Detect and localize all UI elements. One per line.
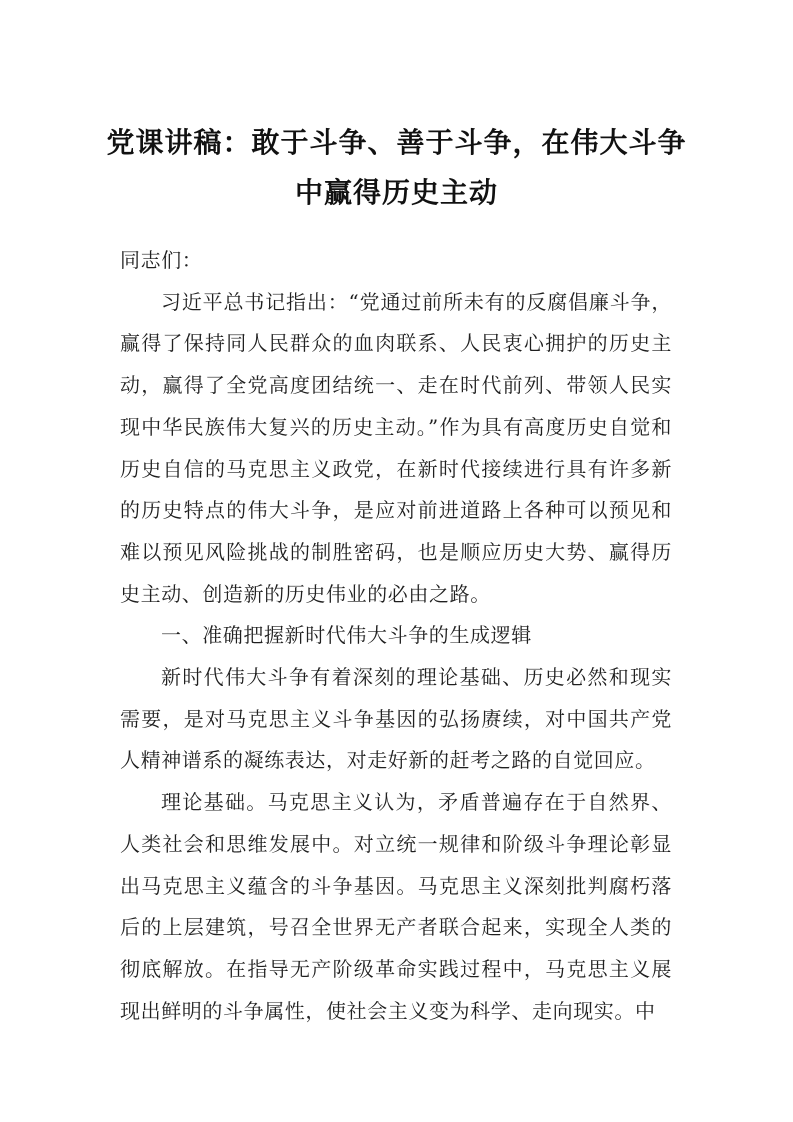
document-body (120, 240, 672, 1032)
salutation: 同志们： (120, 248, 203, 272)
paragraph-theory: 理论基础。马克思主义认为，矛盾普遍存在于自然界、人类社会和思维发展中。对立统一规律和阶级斗争理论彰显出马克思主义蕴含的斗争基因。马克思主义深刻批判腐朽落后的上层建筑，号召全世界无产者联合起来，实现全人类的彻底解放。在指导无产阶级革命实践过程中，马克思主义展现出鲜明的斗争属性，使社会主义变为科学、走向现实。中 (120, 790, 672, 1023)
paragraph-overview: 新时代伟大斗争有着深刻的理论基础、历史必然和现实需要，是对马克思主义斗争基因的弘扬赓续，对中国共产党人精神谱系的凝练表达，对走好新的赶考之路的自觉回应。 (120, 665, 672, 773)
document-title: 党课讲稿：敢于斗争、善于斗争，在伟大斗争中赢得历史主动 (106, 126, 687, 209)
paragraph-intro: 习近平总书记指出：“党通过前所未有的反腐倡廉斗争，赢得了保持同人民群众的血肉联系、人民衷心拥护的历史主动，赢得了全党高度团结统一、走在时代前列、带领人民实现中华民族伟大复兴的历史主动。”作为具有高度历史自觉和历史自信的马克思主义政党，在新时代接续进行具有许多新的历史特点的伟大斗争，是应对前进道路上各种可以预见和难以预见风险挑战的制胜密码，也是顺应历史大势、赢得历史主动、创造新的历史伟业的必由之路。 (120, 289, 672, 606)
section-heading: 一、准确把握新时代伟大斗争的生成逻辑 (161, 623, 532, 648)
